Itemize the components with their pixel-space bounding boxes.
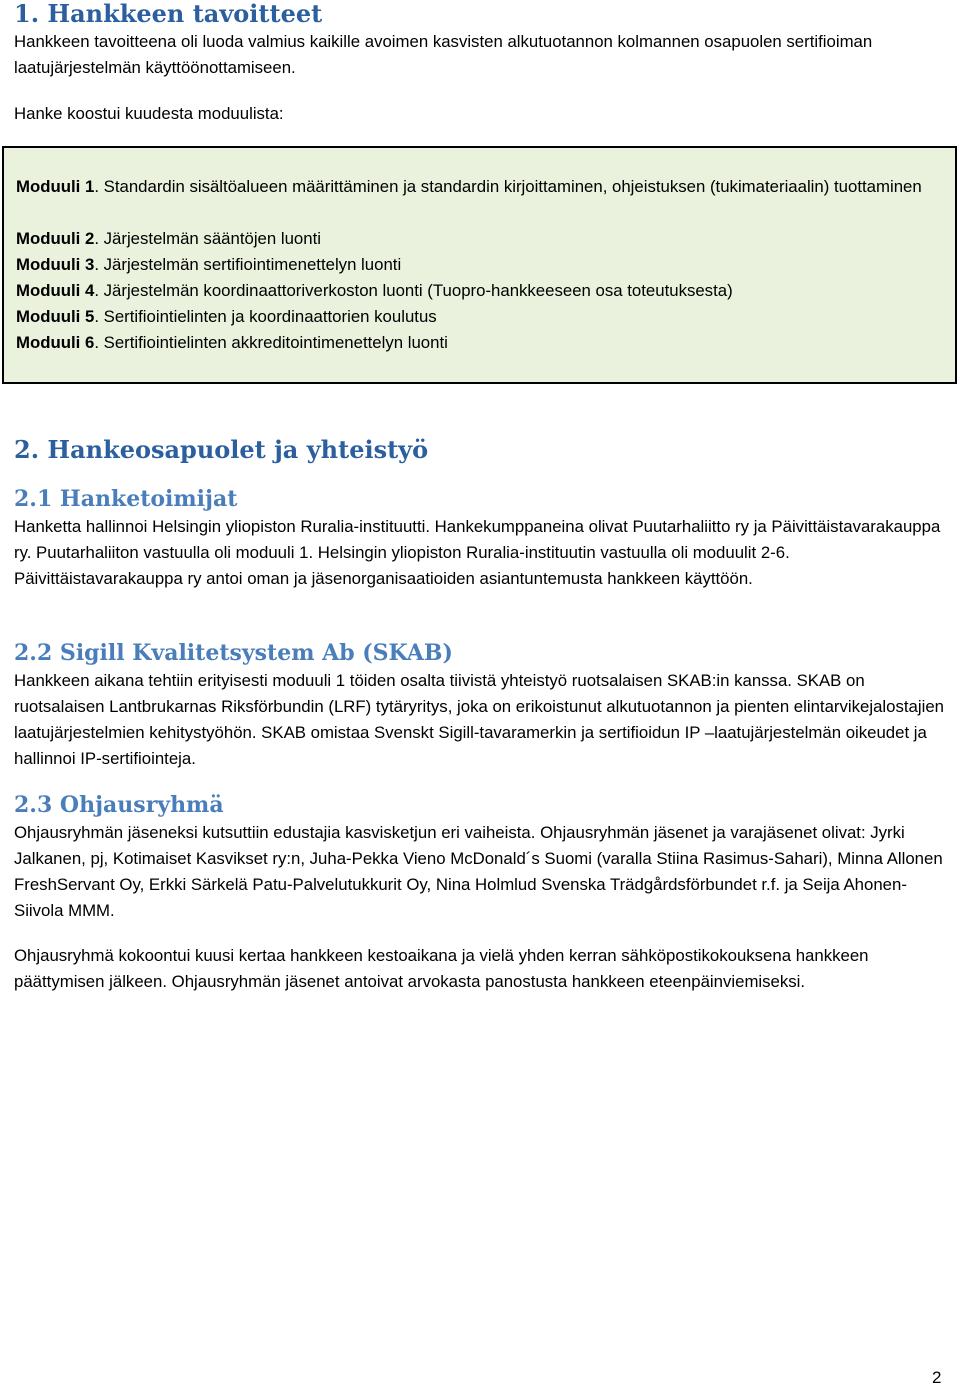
module-text: . Sertifiointielinten ja koordinaattorien koulutus — [94, 307, 437, 326]
module-text: . Järjestelmän koordinaattoriverkoston luonti (Tuopro-hankkeeseen osa toteutuksesta) — [94, 281, 733, 300]
section-2-3-paragraph-1: Ohjausryhmän jäseneksi kutsuttiin edustajia kasvisketjun eri vaiheista. Ohjausryhmän jäsenet ja varajäsenet olivat: Jyrki Jalkanen, pj, Kotimaiset Kasvikset ry:n, Juha-Pekka Vieno McDonald´s Suomi (varalla Stiina Rasimus-Sahari), Minna Allonen FreshServant Oy, Erkki Särkelä Patu-Palvelutukkurit Oy, Nina Holmlud Svenska Trädgårdsförbundet r.f. ja Seija Ahonen-Siivola MMM. — [14, 823, 943, 920]
module-label: Moduuli 4 — [16, 281, 95, 300]
module-item — [16, 278, 946, 304]
module-item — [16, 252, 946, 278]
module-item — [16, 304, 946, 330]
section-2-2-paragraph: Hankkeen aikana tehtiin erityisesti moduuli 1 töiden osalta tiivistä yhteistyö ruotsalaisen SKAB:in kanssa. SKAB on ruotsalaisen Lantbrukarnas Riksförbundin (LRF) tytäryritys, joka on erikoistunut alkutuotannon ja pienten elintarvikejalostajien laatujärjestelmien kehitystyöhön. SKAB omistaa Svenskt Sigill-tavaramerkin ja sertifioidun IP –laatujärjestelmän oikeudet ja hallinnoi IP-sertifiointeja. — [14, 671, 944, 768]
module-label: Moduuli 1 — [16, 177, 95, 196]
module-label: Moduuli 5 — [16, 307, 95, 326]
section-2-heading: 2. Hankeosapuolet ja yhteistyö — [14, 435, 429, 464]
module-label: Moduuli 6 — [16, 333, 95, 352]
module-item — [16, 174, 946, 200]
modules-box — [2, 146, 957, 384]
module-text: . Järjestelmän sertifiointimenettelyn luonti — [94, 255, 402, 274]
module-text: . Standardin sisältöalueen määrittäminen ja standardin kirjoittaminen, ohjeistuksen (tukimateriaalin) tuottaminen — [94, 177, 922, 196]
module-label: Moduuli 3 — [16, 255, 95, 274]
section-1-modules-intro: Hanke koostui kuudesta moduulista: — [14, 104, 284, 123]
module-text: . Sertifiointielinten akkreditointimenettelyn luonti — [94, 333, 448, 352]
section-2-1-paragraph: Hanketta hallinnoi Helsingin yliopiston Ruralia-instituutti. Hankekumppaneina olivat Puutarhaliitto ry ja Päivittäistavarakauppa ry. Puutarhaliiton vastuulla oli moduuli 1. Helsingin yliopiston Ruralia-instituutin vastuulla oli moduulit 2-6. Päivittäistavarakauppa ry antoi oman ja jäsenorganisaatioiden asiantuntemusta hankkeen käyttöön. — [14, 517, 941, 588]
section-1-intro-paragraph: Hankkeen tavoitteena oli luoda valmius kaikille avoimen kasvisten alkutuotannon kolmannen osapuolen sertifioiman laatujärjestelmän käyttöönottamiseen. — [14, 32, 873, 77]
section-1-heading: 1. Hankkeen tavoitteet — [14, 0, 323, 28]
section-2-3-paragraph-2: Ohjausryhmä kokoontui kuusi kertaa hankkeen kestoaikana ja vielä yhden kerran sähköpostikokouksena hankkeen päättymisen jälkeen. Ohjausryhmän jäsenet antoivat arvokasta panostusta hankkeen eteenpäinviemiseksi. — [14, 946, 869, 991]
section-2-2-heading: 2.2 Sigill Kvalitetsystem Ab (SKAB) — [14, 640, 453, 666]
module-text: . Järjestelmän sääntöjen luonti — [94, 229, 321, 248]
module-item — [16, 330, 946, 356]
section-2-1-heading: 2.1 Hanketoimijat — [14, 486, 238, 512]
section-2-3-heading: 2.3 Ohjausryhmä — [14, 792, 224, 818]
module-label: Moduuli 2 — [16, 229, 95, 248]
page-number: 2 — [932, 1368, 942, 1387]
module-item — [16, 226, 946, 252]
